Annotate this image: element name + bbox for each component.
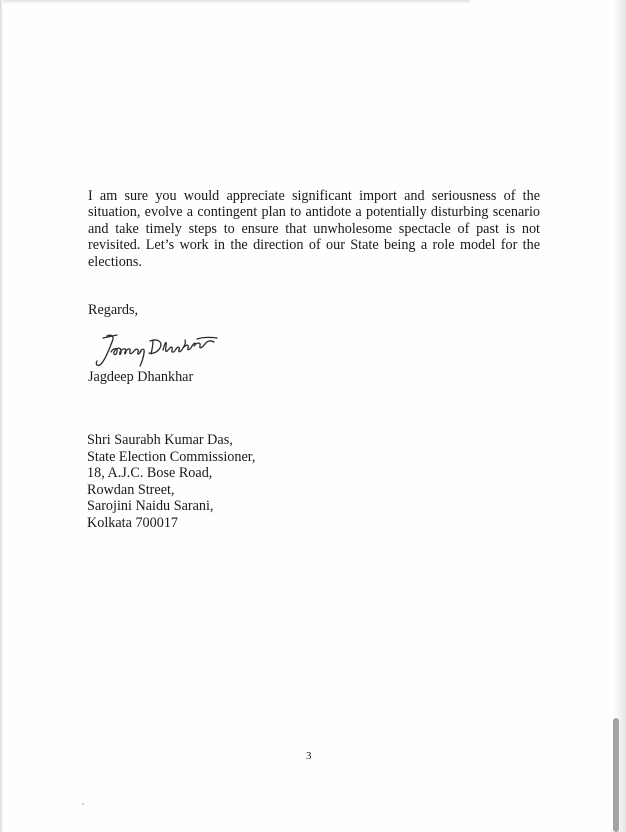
address-line: Sarojini Naidu Sarani, [87,498,214,514]
letter-closing: Regards, [88,302,139,318]
scrollbar-thumb[interactable] [613,718,619,832]
address-line: Shri Saurabh Kumar Das, [87,432,233,448]
letter-paragraph: I am sure you would appreciate significant import and seriousness of the situation, evolve a contingent plan to antidote a potentially disturbing scenario and take timely steps to ensure that unwholesome spectacle of past is not revisited. Let’s work in the direction of our State being a role model for the elections. [88,188,540,270]
signature-image [93,330,223,370]
page-left-edge [0,0,3,832]
address-line: Kolkata 700017 [87,514,179,531]
page-top-shadow [0,0,470,4]
address-line: State Election Commissioner, [87,448,256,465]
scan-speck [82,803,84,805]
recipient-address [87,432,255,531]
scrollbar[interactable] [615,0,623,832]
page-number: 3 [306,750,312,762]
signer-name: Jagdeep Dhankhar [88,369,194,385]
address-line: 18, A.J.C. Bose Road, [87,465,213,481]
address-line: Rowdan Street, [87,481,175,498]
